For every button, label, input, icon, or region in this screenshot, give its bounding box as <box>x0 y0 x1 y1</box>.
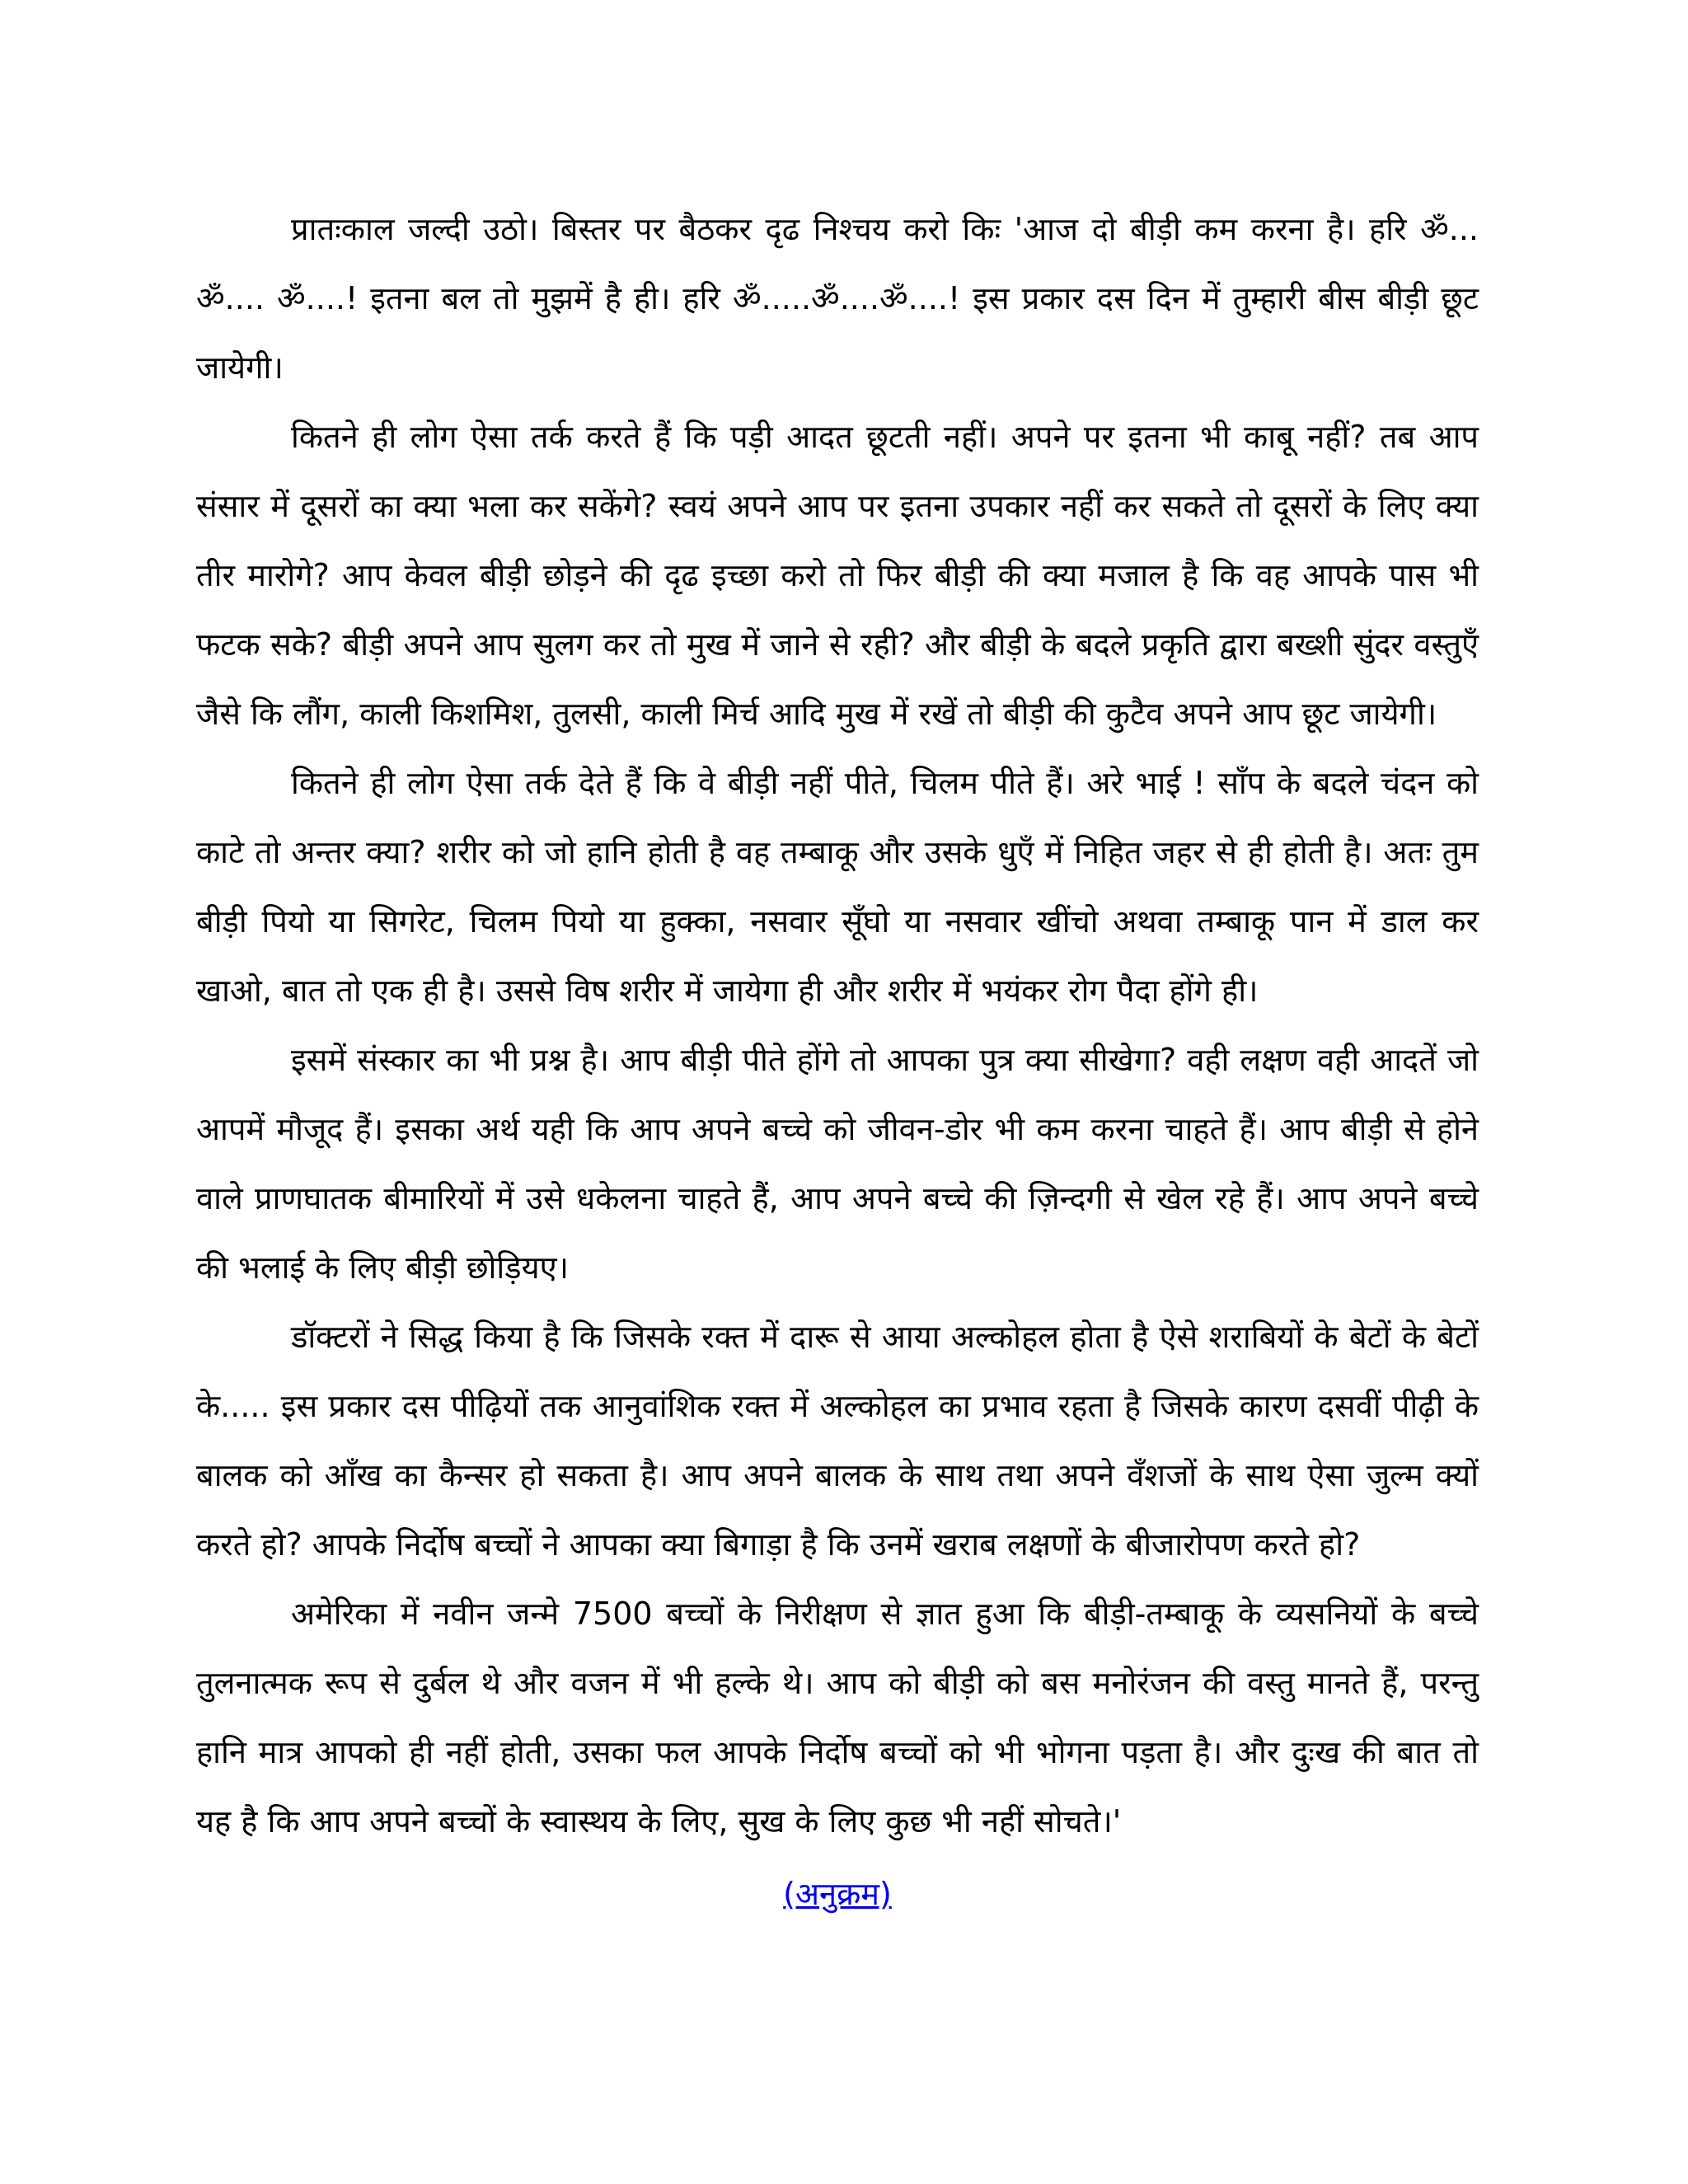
table-of-contents-link[interactable]: (अनुक्रम) <box>783 1876 892 1912</box>
toc-link-container <box>196 1859 1479 1929</box>
paragraph-2: कितने ही लोग ऐसा तर्क करते हैं कि पड़ी आदत छूटती नहीं। अपने पर इतना भी काबू नहीं? तब आप संसार में दूसरों का क्या भला कर सकेंगे? स्वयं अपने आप पर इतना उपकार नहीं कर सकते तो दूसरों के लिए क्या तीर मारोगे? आप केवल बीड़ी छोड़ने की दृढ इच्छा करो तो फिर बीड़ी की क्या मजाल है कि वह आपके पास भी फटक सके? बीड़ी अपने आप सुलग कर तो मुख में जाने से रही? और बीड़ी के बदले प्रकृति द्वारा बख्शी सुंदर वस्तुएँ जैसे कि लौंग, काली किशमिश, तुलसी, काली मिर्च आदि मुख में रखें तो बीड़ी की कुटैव अपने आप छूट जायेगी। <box>196 419 1479 732</box>
paragraph-4: इसमें संस्कार का भी प्रश्न है। आप बीड़ी पीते होंगे तो आपका पुत्र क्या सीखेगा? वही लक्षण वही आदतें जो आपमें मौजूद हैं। इसका अर्थ यही कि आप अपने बच्चे को जीवन-डोर भी कम करना चाहते हैं। आप बीड़ी से होने वाले प्राणघातक बीमारियों में उसे धकेलना चाहते हैं, आप अपने बच्चे की ज़िन्दगी से खेल रहे हैं। आप अपने बच्चे की भलाई के लिए बीड़ी छोड़ियए। <box>196 1042 1479 1286</box>
paragraph-6: अमेरिका में नवीन जन्मे 7500 बच्चों के निरीक्षण से ज्ञात हुआ कि बीड़ी-तम्बाकू के व्यसनियों के बच्चे तुलनात्मक रूप से दुर्बल थे और वजन में भी हल्के थे। आप को बीड़ी को बस मनोरंजन की वस्तु मानते हैं, परन्तु हानि मात्र आपको ही नहीं होती, उसका फल आपके निर्दोष बच्चों को भी भोगना पड़ता है। और दुःख की बात तो यह है कि आप अपने बच्चों के स्वास्थय के लिए, सुख के लिए कुछ भी नहीं सोचते।' <box>196 1596 1479 1840</box>
paragraph-1: प्रातःकाल जल्दी उठो। बिस्तर पर बैठकर दृढ निश्चय करो किः 'आज दो बीड़ी कम करना है। हरि ॐ... ॐ.... ॐ....! इतना बल तो मुझमें है ही। हरि ॐ.....ॐ....ॐ....! इस प्रकार दस दिन में तुम्हारी बीस बीड़ी छूट जायेगी। <box>196 211 1479 386</box>
paragraph-5: डॉक्टरों ने सिद्ध किया है कि जिसके रक्त में दारू से आया अल्कोहल होता है ऐसे शराबियों के बेटों के बेटों के..... इस प्रकार दस पीढ़ियों तक आनुवांशिक रक्त में अल्कोहल का प्रभाव रहता है जिसके कारण दसवीं पीढ़ी के बालक को आँख का कैन्सर हो सकता है। आप अपने बालक के साथ तथा अपने वँशजों के साथ ऐसा जुल्म क्यों करते हो? आपके निर्दोष बच्चों ने आपका क्या बिगाड़ा है कि उनमें खराब लक्षणों के बीजारोपण करते हो? <box>196 1319 1479 1563</box>
document-page <box>196 194 1479 1929</box>
paragraph-3: कितने ही लोग ऐसा तर्क देते हैं कि वे बीड़ी नहीं पीते, चिलम पीते हैं। अरे भाई ! साँप के बदले चंदन को काटे तो अन्तर क्या? शरीर को जो हानि होती है वह तम्बाकू और उसके धुएँ में निहित जहर से ही होती है। अतः तुम बीड़ी पियो या सिगरेट, चिलम पियो या हुक्का, नसवार सूँघो या नसवार खींचो अथवा तम्बाकू पान में डाल कर खाओ, बात तो एक ही है। उससे विष शरीर में जायेगा ही और शरीर में भयंकर रोग पैदा होंगे ही। <box>196 765 1479 1009</box>
